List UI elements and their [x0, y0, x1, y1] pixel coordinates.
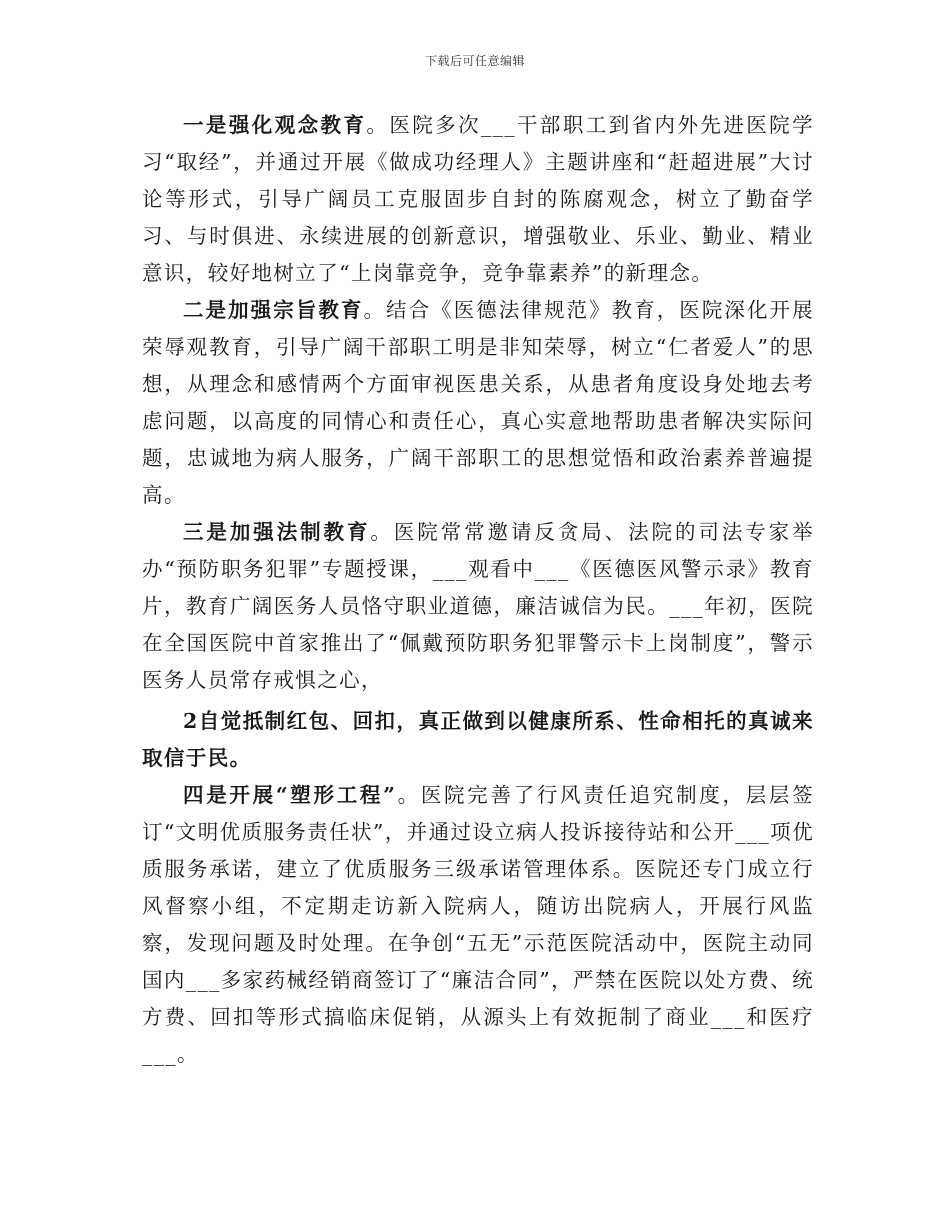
- paragraph-lead: 四是开展“塑形工程”: [183, 783, 397, 807]
- page-header: 下载后可任意编辑: [424, 54, 525, 68]
- paragraph-concept-education: [142, 107, 814, 292]
- paragraph-purpose-education: [142, 292, 814, 514]
- paragraph-legal-education: [142, 514, 814, 699]
- paragraph-lead: 二是加强宗旨教育: [183, 298, 364, 322]
- document-body: [142, 107, 814, 1073]
- paragraph-lead: 三是加强法制教育: [183, 520, 371, 544]
- paragraph-body: 。医院多次___干部职工到省内外先进医院学习“取经”，并通过开展《做成功经理人》主题讲座和“赶超进展”大讨论等形式，引导广阔员工克服固步自封的陈腐观念，树立了勤奋学习、与时俱进、永续进展的创新意识，增强敬业、乐业、勤业、精业意识，较好地树立了“上岗靠竞争，竞争靠素养”的新理念。: [142, 113, 814, 285]
- paragraph-body: 。医院常常邀请反贪局、法院的司法专家举办“预防职务犯罪”专题授课，___观看中___《医德医风警示录》教育片，教育广阔医务人员恪守职业道德，廉洁诚信为民。___年初，医院在全国医院中首家推出了“佩戴预防职务犯罪警示卡上岗制度”，警示医务人员常存戒惧之心，: [142, 520, 814, 692]
- paragraph-shaping-project: [142, 777, 814, 1073]
- paragraph-body: 。结合《医德法律规范》教育，医院深化开展荣辱观教育，引导广阔干部职工明是非知荣辱，树立“仁者爱人”的思想，从理念和感情两个方面审视医患关系，从患者角度设身处地去考虑问题，以高度的同情心和责任心，真心实意地帮助患者解决实际问题，忠诚地为病人服务，广阔干部职工的思想觉悟和政治素养普遍提高。: [142, 298, 815, 507]
- paragraph-lead: 一是强化观念教育: [183, 113, 367, 137]
- paragraph-integrity-statement: 2自觉抵制红包、回扣，真正做到以健康所系、性命相托的真诚来取信于民。: [142, 709, 814, 770]
- paragraph-body: 。医院完善了行风责任追究制度，层层签订“文明优质服务责任状”，并通过设立病人投诉接待站和公开___项优质服务承诺，建立了优质服务三级承诺管理体系。医院还专门成立行风督察小组，不定期走访新入院病人，随访出院病人，开展行风监察，发现问题及时处理。在争创“五无”示范医院活动中，医院主动同国内___多家药械经销商签订了“廉洁合同”，严禁在医院以处方费、统方费、回扣等形式搞临床促销，从源头上有效扼制了商业___和医疗___。: [142, 783, 814, 1066]
